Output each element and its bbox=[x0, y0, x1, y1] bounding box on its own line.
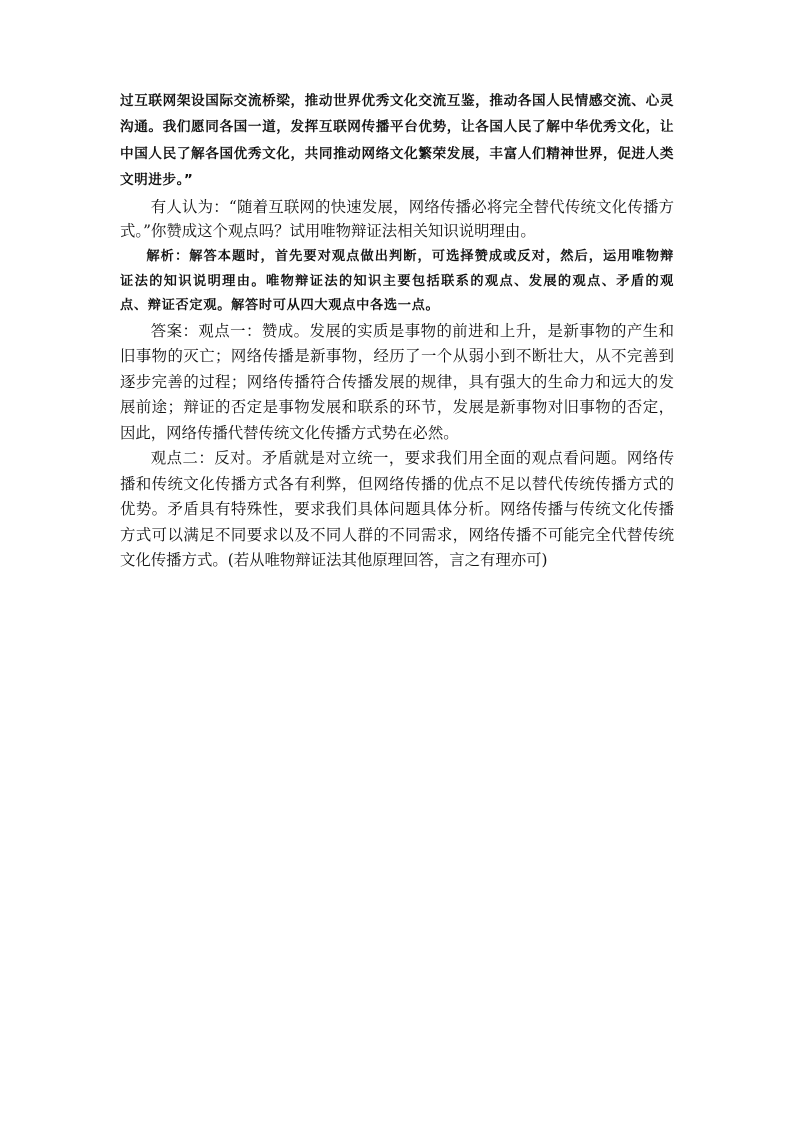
answer-paragraph-view1 bbox=[120, 319, 674, 447]
answer-label: 答案 bbox=[150, 321, 183, 340]
analysis-label: 解析 bbox=[146, 249, 175, 265]
document-page bbox=[120, 88, 674, 574]
answer-view1-text: ：观点一：赞成。发展的实质是事物的前进和上升，是新事物的产生和旧事物的灭亡；网络传播是新事物，经历了一个从弱小到不断壮大，从不完善到逐步完善的过程；网络传播符合传播发展的规律，具有强大的生命力和远大的发展前途；辩证的否定是事物发展和联系的环节，发展是新事物对旧事物的否定，因此，网络传播代替传统文化传播方式势在必然。 bbox=[120, 321, 674, 442]
quote-paragraph: 过互联网架设国际交流桥梁，推动世界优秀文化交流互鉴，推动各国人民情感交流、心灵沟通。我们愿同各国一道，发挥互联网传播平台优势，让各国人民了解中华优秀文化，让中国人民了解各国优秀文化，共同推动网络文化繁荣发展，丰富人们精神世界，促进人类文明进步。” bbox=[120, 93, 674, 188]
question-paragraph: 有人认为：“随着互联网的快速发展，网络传播必将完全替代传统文化传播方式。”你赞成这个观点吗？试用唯物辩证法相关知识说明理由。 bbox=[120, 198, 674, 241]
analysis-paragraph bbox=[120, 245, 674, 319]
analysis-text: ：解答本题时，首先要对观点做出判断，可选择赞成或反对，然后，运用唯物辩证法的知识说明理由。唯物辩证法的知识主要包括联系的观点、发展的观点、矛盾的观点、辩证否定观。解答时可从四大观点中各选一点。 bbox=[120, 249, 674, 314]
answer-paragraph-view2: 观点二：反对。矛盾就是对立统一，要求我们用全面的观点看问题。网络传播和传统文化传播方式各有利弊，但网络传播的优点不足以替代传统传播方式的优势。矛盾具有特殊性，要求我们具体问题具体分析。网络传播与传统文化传播方式可以满足不同要求以及不同人群的不同需求，网络传播不可能完全代替传统文化传播方式。(若从唯物辩证法其他原理回答，言之有理亦可) bbox=[120, 449, 674, 570]
